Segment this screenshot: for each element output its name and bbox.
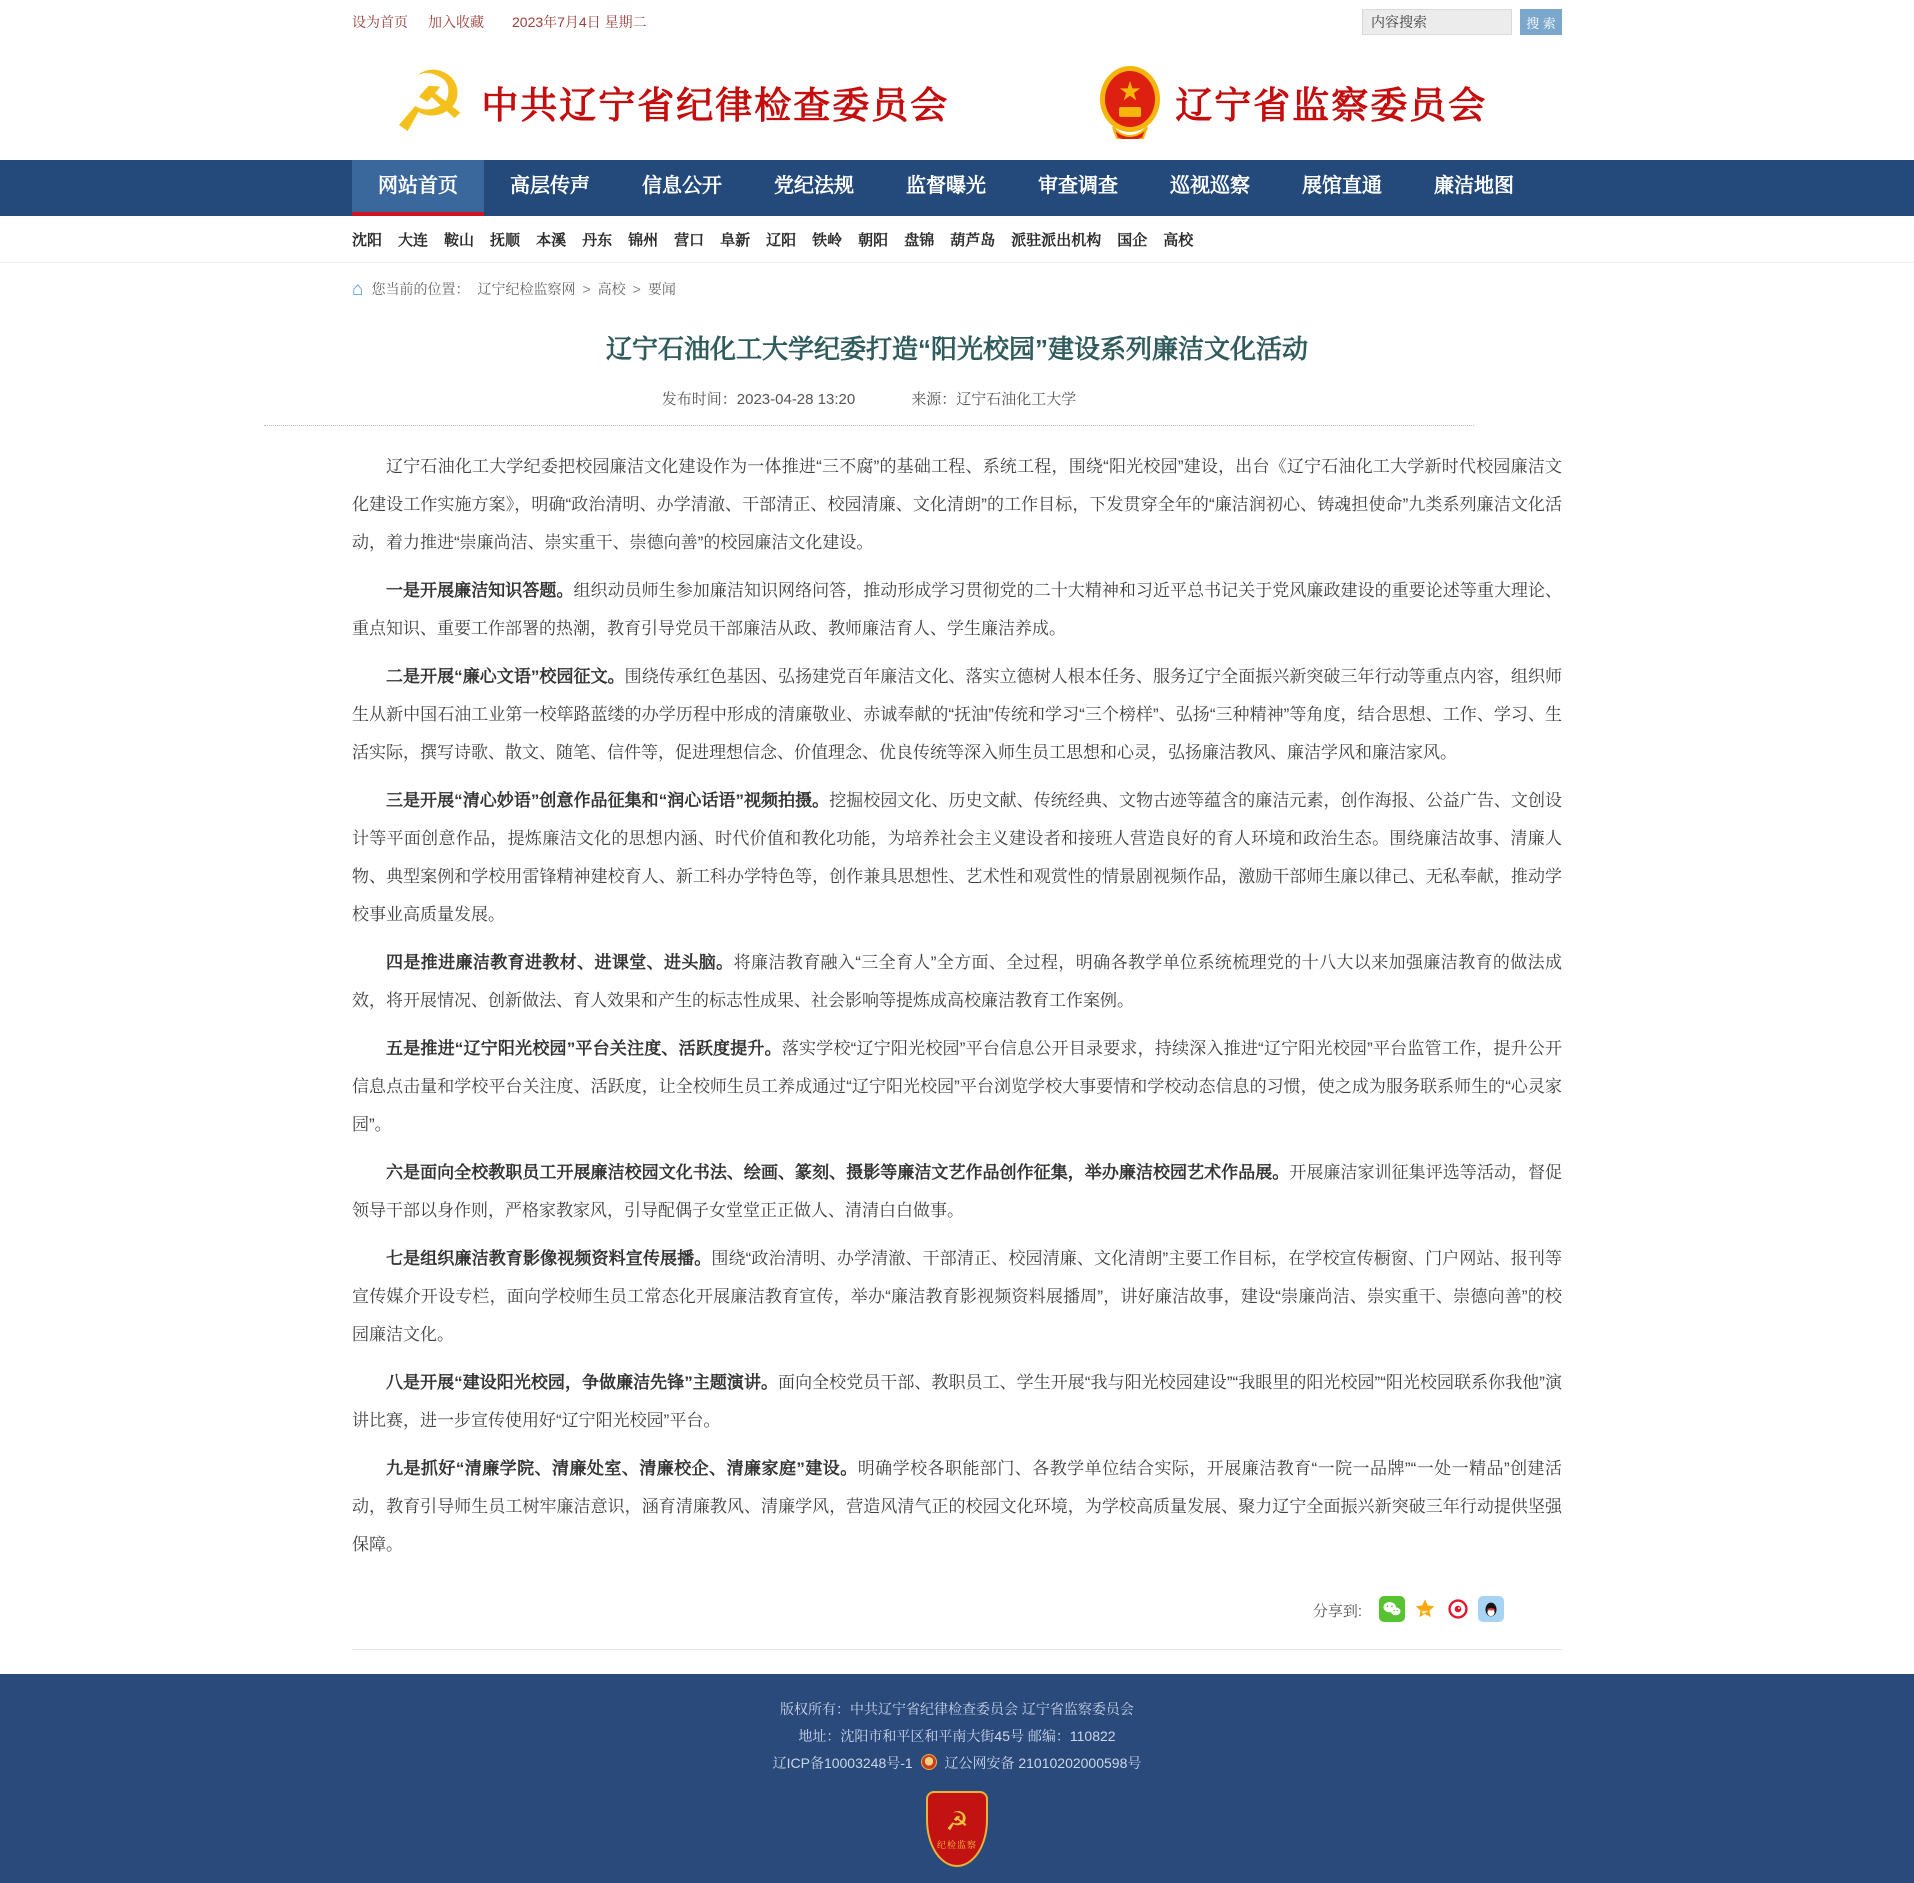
city-link-5[interactable]: 本溪 [536, 232, 567, 249]
city-link-2[interactable]: 大连 [398, 232, 429, 249]
nav-item-4[interactable]: 党纪法规 [774, 175, 854, 197]
share-row [352, 1580, 1562, 1645]
site-search [1362, 9, 1562, 35]
share-label: 分享到: [1312, 1603, 1362, 1620]
article-paragraph: 八是开展“建设阳光校园，争做廉洁先锋”主题演讲。面向全校党员干部、教职员工、学生开展“我与阳光校园建设”“我眼里的阳光校园”“阳光校园联系你我他”演讲比赛，进一步宣传使用好“辽宁阳光校园”平台。 [352, 1373, 1563, 1430]
content-divider [352, 1649, 1562, 1650]
home-icon: ⌂ [352, 278, 364, 300]
city-link-4[interactable]: 抚顺 [490, 232, 521, 249]
article-paragraph: 九是抓好“清廉学院、清廉处室、清廉校企、清廉家庭”建设。明确学校各职能部门、各教学单位结合实际，开展廉洁教育“一院一品牌”“一处一精品”创建活动，教育引导师生员工树牢廉洁意识，涵育清廉教风、清廉学风，营造风清气正的校园文化环境，为学校高质量发展、聚力辽宁全面振兴新突破三年行动提供坚强保障。 [352, 1459, 1562, 1554]
breadcrumb-separator: > [582, 281, 591, 297]
city-link-12[interactable]: 朝阳 [858, 232, 889, 249]
city-link-7[interactable]: 锦州 [628, 232, 659, 249]
city-link-9[interactable]: 阜新 [720, 232, 751, 249]
add-favorite-link[interactable]: 加入收藏 [428, 14, 484, 30]
city-link-14[interactable]: 葫芦岛 [950, 232, 996, 249]
footer-icp-line [0, 1750, 1914, 1777]
discipline-inspection-emblem: ☭ 纪检监察 [926, 1791, 988, 1867]
article-paragraph: 辽宁石油化工大学纪委把校园廉洁文化建设作为一体推进“三不腐”的基础工程、系统工程，围绕“阳光校园”建设，出台《辽宁石油化工大学新时代校园廉洁文化建设工作实施方案》，明确“政治清明、办学清澈、干部清正、校园清廉、文化清朗”的工作目标，下发贯穿全年的“廉洁润初心、铸魂担使命”九类系列廉洁文化活动，着力推进“崇廉尚洁、崇实重干、崇德向善”的校园廉洁文化建设。 [352, 457, 1562, 552]
breadcrumb-item-3[interactable]: 要闻 [647, 281, 676, 297]
site-footer [0, 1674, 1914, 1883]
breadcrumb-item-1[interactable]: 辽宁纪检监察网 [477, 281, 576, 297]
nav-item-6[interactable]: 审查调查 [1038, 175, 1118, 197]
city-link-13[interactable]: 盘锦 [904, 232, 935, 249]
city-link-8[interactable]: 营口 [674, 232, 705, 249]
nav-item-5[interactable]: 监督曝光 [906, 175, 986, 197]
top-utility-bar [0, 0, 1914, 44]
article-paragraph: 六是面向全校教职员工开展廉洁校园文化书法、绘画、篆刻、摄影等廉洁文艺作品创作征集，举办廉洁校园艺术作品展。开展廉洁家训征集评选等活动，督促领导干部以身作则，严格家教家风，引导配偶子女堂堂正正做人、清清白白做事。 [352, 1163, 1563, 1220]
city-link-15[interactable]: 派驻派出机构 [1011, 232, 1102, 249]
article-paragraph: 七是组织廉洁教育影像视频资料宣传展播。围绕“政治清明、办学清澈、干部清正、校园清廉、文化清朗”主要工作目标，在学校宣传橱窗、门户网站、报刊等宣传媒介开设专栏，面向学校师生员工常态化开展廉洁教育宣传，举办“廉洁教育影视频资料展播周”，讲好廉洁故事，建设“崇廉尚洁、崇实重干、崇德向善”的校园廉洁文化。 [352, 1249, 1562, 1344]
set-homepage-link[interactable]: 设为首页 [352, 14, 408, 30]
nav-item-1[interactable]: 网站首页 [352, 160, 484, 216]
psb-badge-icon [921, 1754, 937, 1770]
breadcrumb [352, 279, 1562, 299]
city-link-6[interactable]: 丹东 [582, 232, 613, 249]
footer-address: 地址：沈阳市和平区和平南大街45号 邮编：110822 [798, 1728, 1116, 1744]
psb-number[interactable]: 辽公网安备 21010202000598号 [944, 1755, 1142, 1771]
article-source: 来源：辽宁石油化工大学 [911, 391, 1077, 408]
icp-number[interactable]: 辽ICP备10003248号-1 [772, 1755, 913, 1771]
article-body [352, 426, 1562, 1580]
nav-item-3[interactable]: 信息公开 [642, 175, 722, 197]
breadcrumb-item-2[interactable]: 高校 [597, 281, 626, 297]
article-paragraph: 四是推进廉洁教育进教材、进课堂、进头脑。将廉洁教育融入“三全育人”全方面、全过程，明确各教学单位系统梳理党的十八大以来加强廉洁教育的做法成效，将开展情况、创新做法、育人效果和产生的标志性成果、社会影响等提炼成高校廉洁教育工作案例。 [352, 953, 1563, 1010]
breadcrumb-prefix: 您当前的位置： [371, 281, 470, 297]
nav-item-7[interactable]: 巡视巡察 [1170, 175, 1250, 197]
city-link-10[interactable]: 辽阳 [766, 232, 797, 249]
qq-share-icon[interactable] [1478, 1596, 1504, 1622]
city-link-3[interactable]: 鞍山 [444, 232, 475, 249]
party-emblem-small-icon: ☭ [945, 1806, 969, 1836]
discipline-commission-title: 中共辽宁省纪律检查委员会 [481, 85, 950, 126]
supervisory-commission-brand [1099, 65, 1487, 139]
nav-item-9[interactable]: 廉洁地图 [1434, 175, 1514, 197]
supervisory-commission-title: 辽宁省监察委员会 [1175, 85, 1488, 126]
city-link-1[interactable]: 沈阳 [352, 232, 383, 249]
article [352, 329, 1562, 1650]
party-emblem-icon: ☭ [392, 55, 468, 149]
footer-copyright: 版权所有：中共辽宁省纪律检查委员会 辽宁省监察委员会 [780, 1701, 1134, 1717]
article-paragraph: 三是开展“清心妙语”创意作品征集和“润心话语”视频拍摄。挖掘校园文化、历史文献、传统经典、文物古迹等蕴含的廉洁元素，创作海报、公益广告、文创设计等平面创意作品，提炼廉洁文化的思想内涵、时代价值和教化功能，为培养社会主义建设者和接班人营造良好的育人环境和政治生态。围绕廉洁故事、清廉人物、典型案例和学校用雷锋精神建校育人、新工科办学特色等，创作兼具思想性、艺术性和观赏性的情景剧视频作品，激励干部师生廉以律己、无私奉献，推动学校事业高质量发展。 [352, 791, 1563, 924]
city-link-11[interactable]: 铁岭 [812, 232, 843, 249]
article-meta [264, 388, 1474, 426]
discipline-commission-brand [392, 55, 950, 149]
article-title: 辽宁石油化工大学纪委打造“阳光校园”建设系列廉洁文化活动 [605, 334, 1308, 364]
wechat-share-icon[interactable] [1379, 1596, 1405, 1622]
breadcrumb-separator: > [632, 281, 641, 297]
article-paragraph: 二是开展“廉心文语”校园征文。围绕传承红色基因、弘扬建党百年廉洁文化、落实立德树人根本任务、服务辽宁全面振兴新突破三年行动等重点内容，组织师生从新中国石油工业第一校筚路蓝缕的办学历程中形成的清廉敬业、赤诚奉献的“抚油”传统和学习“三个榜样”、弘扬“三种精神”等角度，结合思想、工作、学习、生活实际，撰写诗歌、散文、随笔、信件等，促进理想信念、价值理念、优良传统等深入师生员工思想和心灵，弘扬廉洁教风、廉洁学风和廉洁家风。 [352, 667, 1563, 762]
article-paragraph: 一是开展廉洁知识答题。组织动员师生参加廉洁知识网络问答，推动形成学习贯彻党的二十大精神和习近平总书记关于党风廉政建设的重要论述等重大理论、重点知识、重要工作部署的热潮，教育引导党员干部廉洁从政、教师廉洁育人、学生廉洁养成。 [352, 581, 1563, 638]
site-header [352, 44, 1562, 160]
weibo-share-icon[interactable] [1445, 1596, 1471, 1622]
qzone-share-icon[interactable] [1412, 1596, 1438, 1622]
national-emblem-icon [1099, 65, 1161, 139]
nav-item-8[interactable]: 展馆直通 [1302, 175, 1382, 197]
main-navigation [0, 160, 1914, 216]
article-paragraph: 五是推进“辽宁阳光校园”平台关注度、活跃度提升。落实学校“辽宁阳光校园”平台信息公开目录要求，持续深入推进“辽宁阳光校园”平台监管工作，提升公开信息点击量和学校平台关注度、活跃度，让全校师生员工养成通过“辽宁阳光校园”平台浏览学校大事要情和学校动态信息的习惯，使之成为服务联系师生的“心灵家园”。 [352, 1039, 1562, 1134]
search-input[interactable] [1362, 9, 1512, 35]
search-button[interactable]: 搜 索 [1520, 9, 1562, 35]
city-link-17[interactable]: 高校 [1163, 232, 1194, 249]
publish-time: 发布时间：2023-04-28 13:20 [661, 391, 856, 408]
nav-item-2[interactable]: 高层传声 [510, 175, 590, 197]
city-navigation [0, 216, 1914, 263]
current-date: 2023年7月4日 星期二 [512, 14, 647, 30]
city-link-16[interactable]: 国企 [1117, 232, 1148, 249]
